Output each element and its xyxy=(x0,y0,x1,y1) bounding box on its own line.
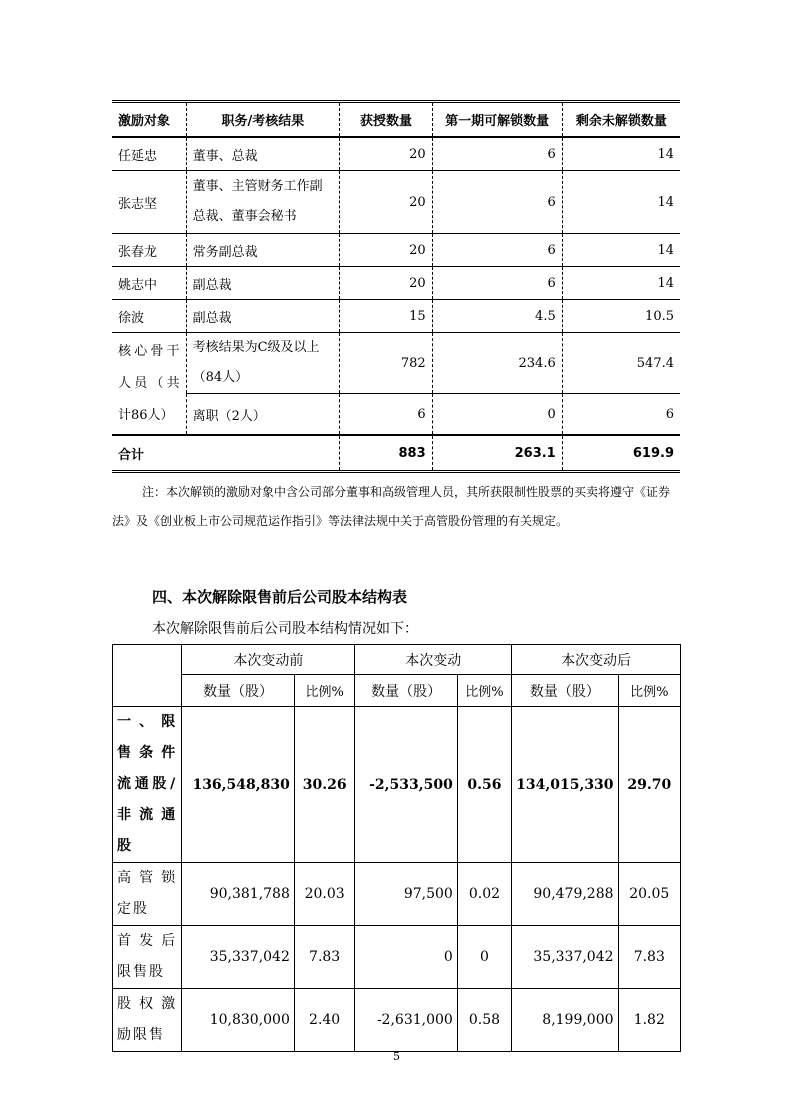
recipient-name: 徐波 xyxy=(112,300,186,333)
value-cell: 0.02 xyxy=(457,863,511,926)
sub-header-qty: 数量（股） xyxy=(512,675,618,707)
remaining-qty: 14 xyxy=(562,267,680,300)
core-staff-label: 核心骨干人员（共计86人） xyxy=(112,333,186,436)
section-intro: 本次解除限售前后公司股本结构情况如下： xyxy=(152,621,418,637)
header-position: 职务/考核结果 xyxy=(186,102,340,138)
table-row xyxy=(112,234,680,267)
granted-qty: 6 xyxy=(340,394,432,436)
corner-cell xyxy=(113,645,182,707)
table-row xyxy=(112,333,680,394)
value-cell: 30.26 xyxy=(294,707,355,863)
unlock-qty: 6 xyxy=(432,137,562,171)
table-row xyxy=(112,171,680,234)
unlock-qty: 6 xyxy=(432,171,562,234)
remaining-qty: 14 xyxy=(562,137,680,171)
unlock-qty: 6 xyxy=(432,234,562,267)
recipient-role: 离职（2人） xyxy=(186,394,340,436)
table-row xyxy=(113,989,681,1052)
value-cell: 8,199,000 xyxy=(512,989,618,1052)
unlock-qty: 4.5 xyxy=(432,300,562,333)
row-label: 高管锁定股 xyxy=(113,863,182,926)
value-cell: 90,479,288 xyxy=(512,863,618,926)
granted-qty: 782 xyxy=(340,333,432,394)
row-label: 首发后限售股 xyxy=(113,926,182,989)
share-structure-table xyxy=(112,644,681,1052)
recipient-name: 姚志中 xyxy=(112,267,186,300)
group-header-after: 本次变动后 xyxy=(512,645,681,675)
value-cell: 136,548,830 xyxy=(182,707,295,863)
value-cell: 7.83 xyxy=(618,926,680,989)
sub-header-ratio: 比例% xyxy=(457,675,511,707)
table-row xyxy=(113,926,681,989)
value-cell: 97,500 xyxy=(355,863,457,926)
recipient-role: 副总裁 xyxy=(186,300,340,333)
table-row xyxy=(112,300,680,333)
value-cell: 0 xyxy=(355,926,457,989)
value-cell: 0 xyxy=(457,926,511,989)
header-granted: 获授数量 xyxy=(340,102,432,138)
table1-header-row xyxy=(112,102,680,138)
value-cell: 0.58 xyxy=(457,989,511,1052)
value-cell: 35,337,042 xyxy=(182,926,295,989)
table2-group-header-row xyxy=(113,645,681,675)
value-cell: 2.40 xyxy=(294,989,355,1052)
value-cell: 0.56 xyxy=(457,707,511,863)
recipient-role: 董事、总裁 xyxy=(186,137,340,171)
sub-header-ratio: 比例% xyxy=(618,675,680,707)
table-row xyxy=(112,137,680,171)
table-row xyxy=(113,863,681,926)
value-cell: 10,830,000 xyxy=(182,989,295,1052)
unlock-qty: 234.6 xyxy=(432,333,562,394)
remaining-qty: 10.5 xyxy=(562,300,680,333)
granted-qty: 20 xyxy=(340,171,432,234)
remaining-qty: 14 xyxy=(562,234,680,267)
table2-sub-header-row xyxy=(113,675,681,707)
header-first-unlock: 第一期可解锁数量 xyxy=(432,102,562,138)
recipient-role: 董事、主管财务工作副总裁、董事会秘书 xyxy=(186,171,340,234)
value-cell: -2,533,500 xyxy=(355,707,457,863)
group-header-before: 本次变动前 xyxy=(182,645,355,675)
row-label: 一、限售条件流通股/非流通股 xyxy=(113,707,182,863)
value-cell: 90,381,788 xyxy=(182,863,295,926)
remaining-qty: 547.4 xyxy=(562,333,680,394)
table-row xyxy=(113,707,681,863)
granted-qty: 20 xyxy=(340,267,432,300)
row-label: 股权激励限售 xyxy=(113,989,182,1052)
total-granted: 883 xyxy=(340,435,432,472)
granted-qty: 20 xyxy=(340,234,432,267)
value-cell: 134,015,330 xyxy=(512,707,618,863)
recipient-role: 考核结果为C级及以上（84人） xyxy=(186,333,340,394)
header-recipient: 激励对象 xyxy=(112,102,186,138)
value-cell: 35,337,042 xyxy=(512,926,618,989)
unlock-qty: 0 xyxy=(432,394,562,436)
unlock-qty: 6 xyxy=(432,267,562,300)
recipient-name: 张志坚 xyxy=(112,171,186,234)
recipient-name: 张春龙 xyxy=(112,234,186,267)
value-cell: 1.82 xyxy=(618,989,680,1052)
value-cell: 29.70 xyxy=(618,707,680,863)
recipient-role: 副总裁 xyxy=(186,267,340,300)
table-row xyxy=(112,267,680,300)
recipient-role: 常务副总裁 xyxy=(186,234,340,267)
total-label: 合计 xyxy=(112,435,340,472)
page-number: 5 xyxy=(393,1050,400,1063)
sub-header-qty: 数量（股） xyxy=(182,675,295,707)
value-cell: 7.83 xyxy=(294,926,355,989)
table-note: 注：本次解锁的激励对象中含公司部分董事和高级管理人员，其所获限制性股票的买卖将遵守《证券法》及《创业板上市公司规范运作指引》等法律法规中关于高管股份管理的有关规定。 xyxy=(112,485,671,528)
sub-header-ratio: 比例% xyxy=(294,675,355,707)
remaining-qty: 6 xyxy=(562,394,680,436)
value-cell: 20.05 xyxy=(618,863,680,926)
recipient-name: 任延忠 xyxy=(112,137,186,171)
value-cell: -2,631,000 xyxy=(355,989,457,1052)
sub-header-qty: 数量（股） xyxy=(355,675,457,707)
granted-qty: 15 xyxy=(340,300,432,333)
section-heading: 四、本次解除限售前后公司股本结构表 xyxy=(152,588,408,606)
table-row xyxy=(112,394,680,436)
remaining-qty: 14 xyxy=(562,171,680,234)
value-cell: 20.03 xyxy=(294,863,355,926)
header-remaining: 剩余未解锁数量 xyxy=(562,102,680,138)
unlock-detail-table xyxy=(112,100,680,473)
granted-qty: 20 xyxy=(340,137,432,171)
group-header-change: 本次变动 xyxy=(355,645,512,675)
total-unlock: 263.1 xyxy=(432,435,562,472)
total-remaining: 619.9 xyxy=(562,435,680,472)
total-row xyxy=(112,435,680,472)
